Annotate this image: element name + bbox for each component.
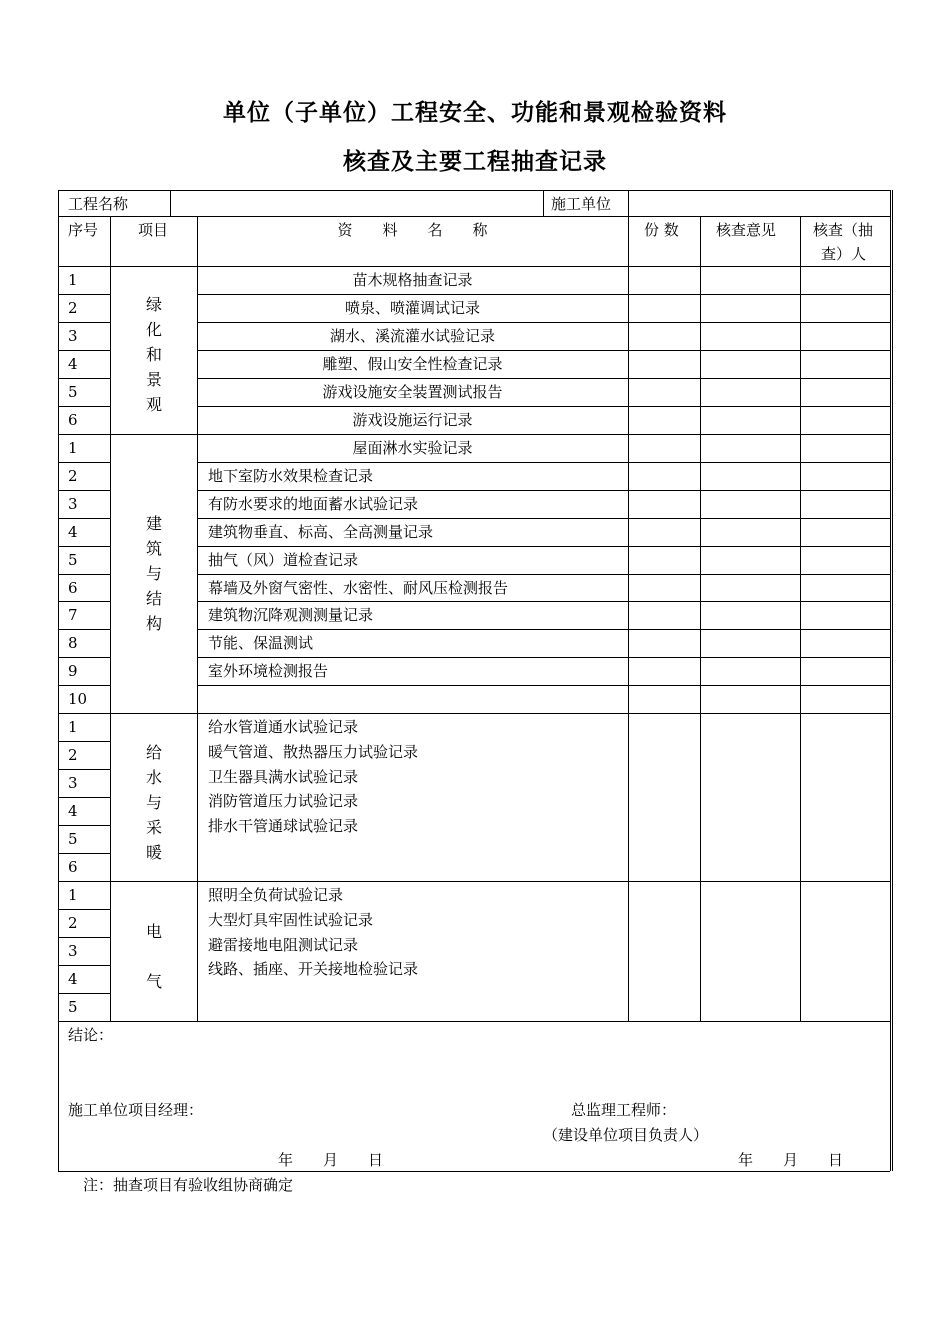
row-no: 2 [68,298,78,317]
row-no: 4 [68,522,78,541]
section-label-char: 采 [145,818,162,837]
col-checker-header-1: 核查（抽 [813,221,874,239]
rule-h [58,490,110,491]
rule-h [197,462,890,463]
doc-item: 线路、插座、开关接地检验记录 [208,960,419,979]
doc-item: 游戏设施安全装置测试报告 [322,382,503,401]
chief-supervisor-label: 总监理工程师： [571,1101,677,1119]
rule-v [700,216,701,1021]
plumbing-items [208,715,418,839]
row-no: 3 [68,326,78,345]
date-right: 年 月 日 [738,1151,844,1169]
row-no: 5 [68,829,78,848]
rule-h [58,378,110,379]
col-doc-header: 资 料 名 称 [337,221,488,239]
rule-h [58,685,110,686]
section-label-char: 暖 [145,843,162,862]
rule-h [197,350,890,351]
rule-h [58,350,110,351]
date-left: 年 月 日 [278,1151,384,1169]
section-label-char: 观 [145,395,162,414]
doc-item: 游戏设施运行记录 [352,410,473,429]
col-copies-header: 份 数 [644,221,679,239]
rule-h [58,546,110,547]
rule-h [58,909,110,910]
row-no: 4 [68,801,78,820]
rule-v [892,190,893,1171]
doc-item: 幕墙及外窗气密性、水密性、耐风压检测报告 [208,578,509,597]
row-no: 9 [68,662,78,681]
rule-h [197,685,890,686]
rule-v [628,190,629,216]
rule-h [58,629,110,630]
section-label-char: 化 [145,320,162,339]
doc-item: 苗木规格抽查记录 [352,271,473,289]
rule-h [58,769,110,770]
section-label-char: 结 [145,589,162,608]
rule-h [58,190,890,191]
doc-item: 建筑物沉降观测测量记录 [208,606,374,625]
section-label-char: 与 [145,564,162,583]
row-no: 1 [68,718,78,736]
doc-item: 排水干管通球试验记录 [208,817,359,836]
doc-item: 建筑物垂直、标高、全高测量记录 [208,522,434,541]
rule-h [58,601,110,602]
rule-h [197,518,890,519]
row-no: 2 [68,745,78,764]
rule-h [197,294,890,295]
rule-h [58,965,110,966]
doc-item: 喷泉、喷灌调试记录 [344,298,480,317]
rule-h [58,518,110,519]
section-label-char: 绿 [145,295,162,314]
rule-h [58,1021,890,1022]
section-label-char: 气 [145,972,162,991]
doc-item: 湖水、溪流灌水试验记录 [329,326,495,345]
rule-h [197,574,890,575]
row-no: 6 [68,857,78,876]
row-no: 3 [68,941,78,960]
rule-h [58,713,890,714]
rule-h [58,216,890,217]
rule-v [800,216,801,1021]
row-no: 1 [68,886,78,904]
section-label-char: 电 [145,922,162,941]
doc-item: 屋面淋水实验记录 [352,439,473,457]
electrical-items [208,883,418,982]
doc-item: 大型灯具牢固性试验记录 [208,910,374,929]
section-label-char: 筑 [145,539,162,558]
rule-h [197,629,890,630]
doc-item: 消防管道压力试验记录 [208,792,359,811]
section-label-plumbing [144,740,164,865]
section-label-greening [144,292,164,417]
doc-item: 抽气（风）道检查记录 [208,550,359,569]
rule-v [890,190,891,1171]
rule-h [197,490,890,491]
row-no: 4 [68,354,78,373]
section-label-char: 构 [145,614,162,633]
doc-item: 室外环境检测报告 [208,662,329,681]
rule-h [58,741,110,742]
rule-h [197,601,890,602]
rule-h [58,825,110,826]
rule-h [197,406,890,407]
row-no: 6 [68,410,78,429]
doc-item: 雕塑、假山安全性检查记录 [322,354,503,373]
rule-h [58,294,110,295]
section-label-building [144,511,164,636]
row-no: 10 [68,690,88,709]
section-label-char: 建 [145,514,162,533]
row-no: 8 [68,634,78,653]
row-no: 2 [68,913,78,932]
rule-h [58,993,110,994]
rule-h [58,1171,890,1172]
project-manager-label: 施工单位项目经理： [68,1101,204,1119]
col-no-header: 序号 [68,221,99,239]
rule-h [58,322,110,323]
rule-h [58,797,110,798]
doc-item: 暖气管道、散热器压力试验记录 [208,742,419,761]
rule-h [197,657,890,658]
rule-v [110,216,111,1021]
col-item-header: 项目 [138,221,169,239]
row-no: 7 [68,606,78,625]
footnote: 注：抽查项目有验收组协商确定 [83,1176,294,1194]
page-subtitle: 核查及主要工程抽查记录 [343,149,607,175]
rule-v [543,190,544,216]
rule-v [170,190,171,216]
page-title: 单位（子单位）工程安全、功能和景观检验资料 [223,100,727,126]
rule-h [58,266,890,267]
doc-item: 照明全负荷试验记录 [208,886,344,904]
section-label-char: 水 [145,768,162,787]
rule-h [58,406,110,407]
doc-item: 避雷接地电阻测试记录 [208,935,359,954]
row-no: 5 [68,550,78,569]
section-label-char: 和 [145,345,162,364]
doc-item: 有防水要求的地面蓄水试验记录 [208,494,419,513]
owner-representative-label: （建设单位项目负责人） [543,1126,709,1144]
rule-h [197,322,890,323]
rule-h [58,574,110,575]
section-label-char: 与 [145,793,162,812]
rule-h [58,937,110,938]
rule-h [58,462,110,463]
section-label-electrical [144,907,164,1007]
col-opinion-header: 核查意见 [716,221,777,239]
conclusion-label: 结论： [68,1026,114,1044]
rule-h [197,378,890,379]
row-no: 2 [68,466,78,485]
rule-h [58,657,110,658]
row-no: 1 [68,271,78,289]
rule-h [58,881,890,882]
row-no: 5 [68,382,78,401]
section-label-char: 给 [145,743,162,762]
rule-h [197,546,890,547]
row-no: 3 [68,773,78,792]
doc-item: 节能、保温测试 [208,634,314,653]
row-no: 5 [68,997,78,1016]
doc-item: 给水管道通水试验记录 [208,718,359,736]
col-checker-header-2: 查）人 [821,245,867,263]
contractor-label: 施工单位 [551,195,612,213]
row-no: 6 [68,578,78,597]
doc-item: 卫生器具满水试验记录 [208,767,359,786]
rule-v [628,216,629,1021]
rule-h [58,434,890,435]
doc-item: 地下室防水效果检查记录 [208,466,374,485]
project-name-label: 工程名称 [68,195,129,213]
row-no: 1 [68,439,78,457]
row-no: 3 [68,494,78,513]
rule-v [58,190,59,1171]
section-label-char: 景 [145,370,162,389]
rule-h [58,853,110,854]
row-no: 4 [68,969,78,988]
